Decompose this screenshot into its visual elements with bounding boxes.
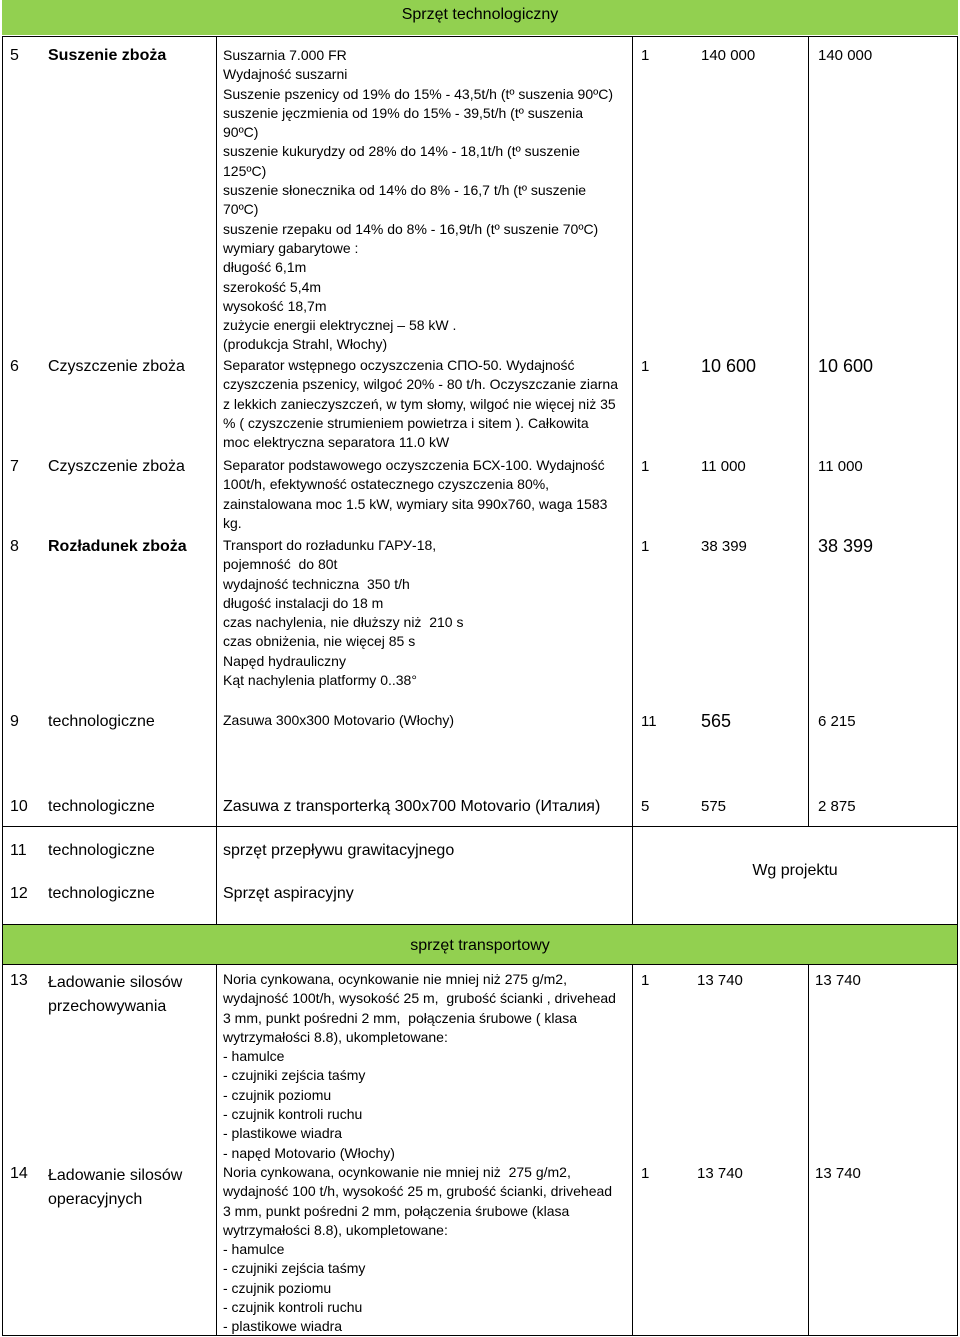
row-14-name: Ładowanie silosów operacyjnych <box>48 1167 183 1208</box>
row-6-qty: 1 <box>641 358 650 375</box>
row-13-unit-price: 13 740 <box>697 972 743 989</box>
row-7-total: 11 000 <box>818 458 863 475</box>
row-14-number: 14 <box>10 1165 28 1182</box>
row-12-number: 12 <box>10 885 28 902</box>
row-10-total: 2 875 <box>818 798 856 815</box>
col-divider-3b <box>808 964 809 1335</box>
row-5-total: 140 000 <box>818 47 873 64</box>
section-header-technological <box>2 0 958 35</box>
row-13-name: Ładowanie silosów przechowywania <box>48 974 183 1015</box>
row-7-qty: 1 <box>641 458 650 475</box>
col-divider-1 <box>216 36 217 924</box>
row-10-number: 10 <box>10 798 28 815</box>
row-5-qty: 1 <box>641 47 650 64</box>
row-line-11 <box>2 826 958 827</box>
row-11-number: 11 <box>10 842 27 859</box>
row-9-number: 9 <box>10 713 19 730</box>
row-11-description: sprzęt przepływu grawitacyjnego <box>223 842 455 859</box>
row-8-qty: 1 <box>641 538 650 555</box>
row-14-unit-price: 13 740 <box>697 1165 743 1182</box>
row-14-description: Noria cynkowana, ocynkowanie nie mniej niż 275 g/m2, wydajność 100 t/h, wysokość 25 m, grubość ścianki, drivehead 3 mm, punkt pośredni 2 mm, połączenia śrubowe (klasa wytrzymałości 8.8), ukompletowane: - hamulce - czujniki zejścia taśmy - czujnik poziomu - czujnik kontroli ruchu - plastikowe wiadra <box>223 1164 613 1335</box>
row-5-unit-price: 140 000 <box>701 47 756 64</box>
row-14-qty: 1 <box>641 1165 650 1182</box>
row-12-description: Sprzęt aspiracyjny <box>223 885 354 902</box>
row-6-total: 10 600 <box>818 356 874 376</box>
row-10-name: technologiczne <box>48 798 155 815</box>
row-6-name: Czyszczenie zboża <box>48 358 185 375</box>
row-line-transport-bottom <box>2 964 958 965</box>
col-divider-3 <box>808 36 809 826</box>
row-7-number: 7 <box>10 458 19 475</box>
section-header-transport <box>2 924 958 964</box>
section-title-transport: sprzęt transportowy <box>410 937 550 954</box>
row-13-number: 13 <box>10 972 28 989</box>
row-6-unit-price: 10 600 <box>701 356 757 376</box>
row-11-name: technologiczne <box>48 842 155 859</box>
merged-note: Wg projektu <box>752 862 838 879</box>
row-6-number: 6 <box>10 358 19 375</box>
row-8-number: 8 <box>10 538 19 555</box>
row-5-name: Suszenie zboża <box>48 47 167 64</box>
col-divider-1b <box>216 964 217 1335</box>
row-6-description: Separator wstępnego oczyszczenia СПО-50. Wydajność czyszczenia pszenicy, wilgoć 20% - 80 t/h. Oczyszczanie ziarna z lekkich zanieczyszczeń, w tym słomy, wilgoć nie więcej niż 35 % ( czyszczenie strumieniem powietrza i sitem ). Całkowita moc elektryczna separatora 11.0 kW <box>223 357 619 451</box>
section-title-technological: Sprzęt technologiczny <box>401 6 559 23</box>
row-9-unit-price: 565 <box>701 711 732 731</box>
row-7-description: Separator podstawowego oczyszczenia БСХ-100. Wydajność 100t/h, efektywność ostatecznego czyszczenia 80%, zainstalowana moc 1.5 kW, wymiary sita 990x760, waga 1583 kg. <box>223 457 608 531</box>
row-9-name: technologiczne <box>48 713 155 730</box>
row-13-total: 13 740 <box>815 972 861 989</box>
col-divider-2 <box>632 36 633 924</box>
row-5-number: 5 <box>10 47 19 64</box>
row-8-total: 38 399 <box>818 536 874 556</box>
row-13-description: Noria cynkowana, ocynkowanie nie mniej niż 275 g/m2, wydajność 100t/h, wysokość 25 m, grubość ścianki , drivehead 3 mm, punkt pośredni 2 mm, połączenia śrubowe ( klasa wytrzymałości 8.8), ukompletowane: - hamulce - czujniki zejścia taśmy - czujnik poziomu - czujnik kontroli ruchu - plastikowe wiadra - napęd Motovario (Włochy) <box>223 971 616 1161</box>
col-divider-2b <box>632 964 633 1335</box>
row-line-top <box>2 36 958 37</box>
row-5-description: Suszarnia 7.000 FR Wydajność suszarni Suszenie pszenicy od 19% do 15% - 43,5t/h (tº suszenia 90ºC) suszenie jęczmienia od 19% do 15% - 39,5t/h (tº suszenia 90ºC) suszenie kukurydzy od 28% do 14% - 18,1t/h (tº suszenie 125ºC) suszenie słonecznika od 14% do 8% - 16,7 t/h (tº suszenie 70ºC) suszenie rzepaku od 14% do 8% - 16,9t/h (tº suszenie 70ºC) wymiary gabarytowe : długość 6,1m szerokość 5,4m wysokość 18,7m zużycie energii elektrycznej – 58 kW . (produkcja Strahl, Włochy) <box>223 47 613 353</box>
row-13-qty: 1 <box>641 972 650 989</box>
row-8-name: Rozładunek zboża <box>48 538 187 555</box>
row-7-unit-price: 11 000 <box>701 458 746 475</box>
row-9-qty: 11 <box>641 713 657 730</box>
row-8-description: Transport do rozładunku ГАРУ-18, pojemność do 80t wydajność techniczna 350 t/h długość instalacji do 18 m czas nachylenia, nie dłuższy niż 210 s czas obniżenia, nie więcej 85 s Napęd hydrauliczny Kąt nachylenia platformy 0..38° <box>223 537 464 689</box>
row-10-description: Zasuwa z transporterką 300x700 Motovario (Италия) <box>223 798 601 815</box>
row-7-name: Czyszczenie zboża <box>48 458 185 475</box>
row-line-transport-top <box>2 924 958 925</box>
table-border-right <box>957 36 958 1335</box>
row-12-name: technologiczne <box>48 885 155 902</box>
row-10-qty: 5 <box>641 798 650 815</box>
table-border-left <box>2 36 3 1335</box>
row-9-description: Zasuwa 300x300 Motovario (Włochy) <box>223 712 455 728</box>
row-14-total: 13 740 <box>815 1165 861 1182</box>
row-8-unit-price: 38 399 <box>701 538 747 555</box>
row-9-total: 6 215 <box>818 713 856 730</box>
row-10-unit-price: 575 <box>701 798 727 815</box>
